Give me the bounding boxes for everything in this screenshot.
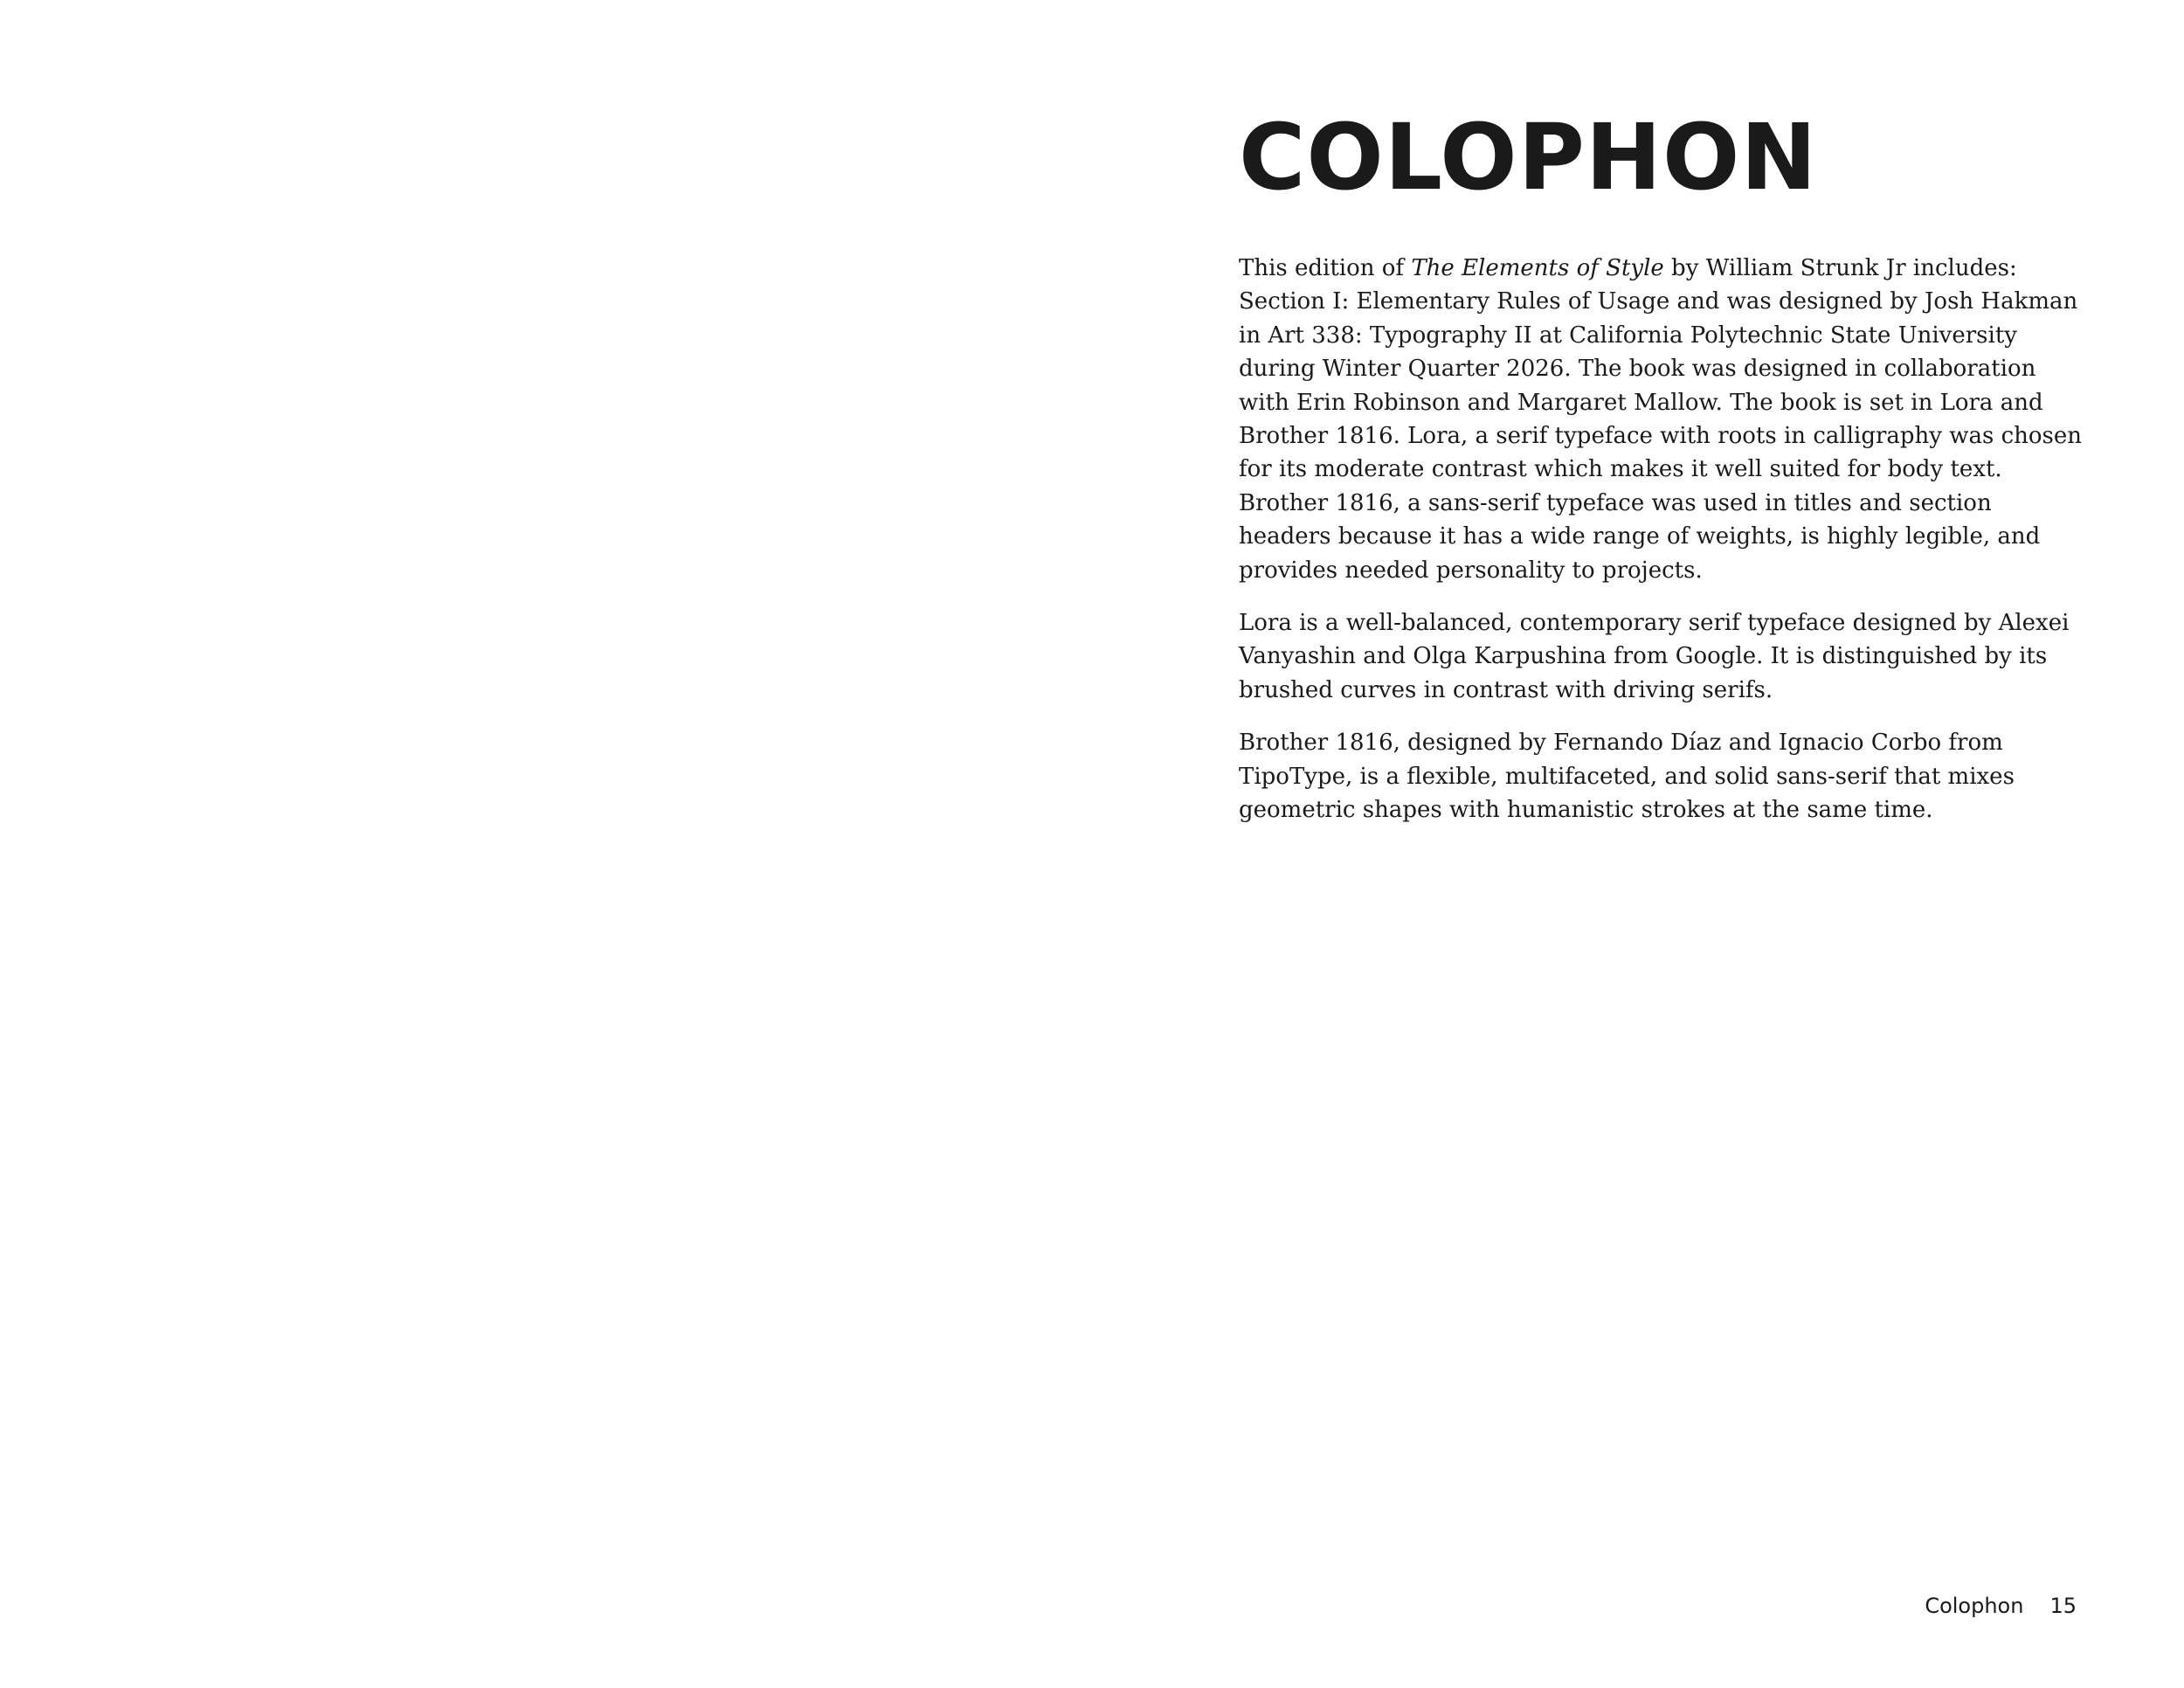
paragraph-3: Brother 1816, designed by Fernando Díaz and Ignacio Corbo from TipoType, is a flexible, multifaceted, and solid sans-serif that mixes geometric shapes with humanistic strokes at the same time. <box>1239 730 2015 824</box>
paragraph-1 <box>1239 252 2086 587</box>
paragraph-2: Lora is a well-balanced, contemporary serif typeface designed by Alexei Vanyashin and Olga Karpushina from Google. It is distinguished by its brushed curves in contrast with driving serifs. <box>1239 610 2070 703</box>
paragraph-1-intro: This edition of <box>1239 255 1412 281</box>
running-footer-section: Colophon <box>1925 1594 2024 1618</box>
page-title: COLOPHON <box>1239 104 1818 211</box>
page-number: 15 <box>2049 1594 2077 1618</box>
paragraph-1-rest: by William Strunk Jr includes: Section I: Elementary Rules of Usage and was designed by Josh Hakman in Art 338: Typography II at California Polytechnic State University during Winter Quarter 2026. The book was designed in collaboration with Erin Robinson and Margaret Mallow. The book is set in Lora and Brother 1816. Lora, a serif typeface with roots in calligraphy was chosen for its moderate contrast which makes it well suited for body text. Brother 1816, a sans-serif typeface was used in titles and section headers because it has a wide range of weights, is highly legible, and provides needed personality to projects. <box>1239 255 2083 584</box>
page-footer <box>1925 1595 2077 1616</box>
book-title-italic: The Elements of Style <box>1411 255 1664 281</box>
colophon-body <box>1239 252 2086 847</box>
